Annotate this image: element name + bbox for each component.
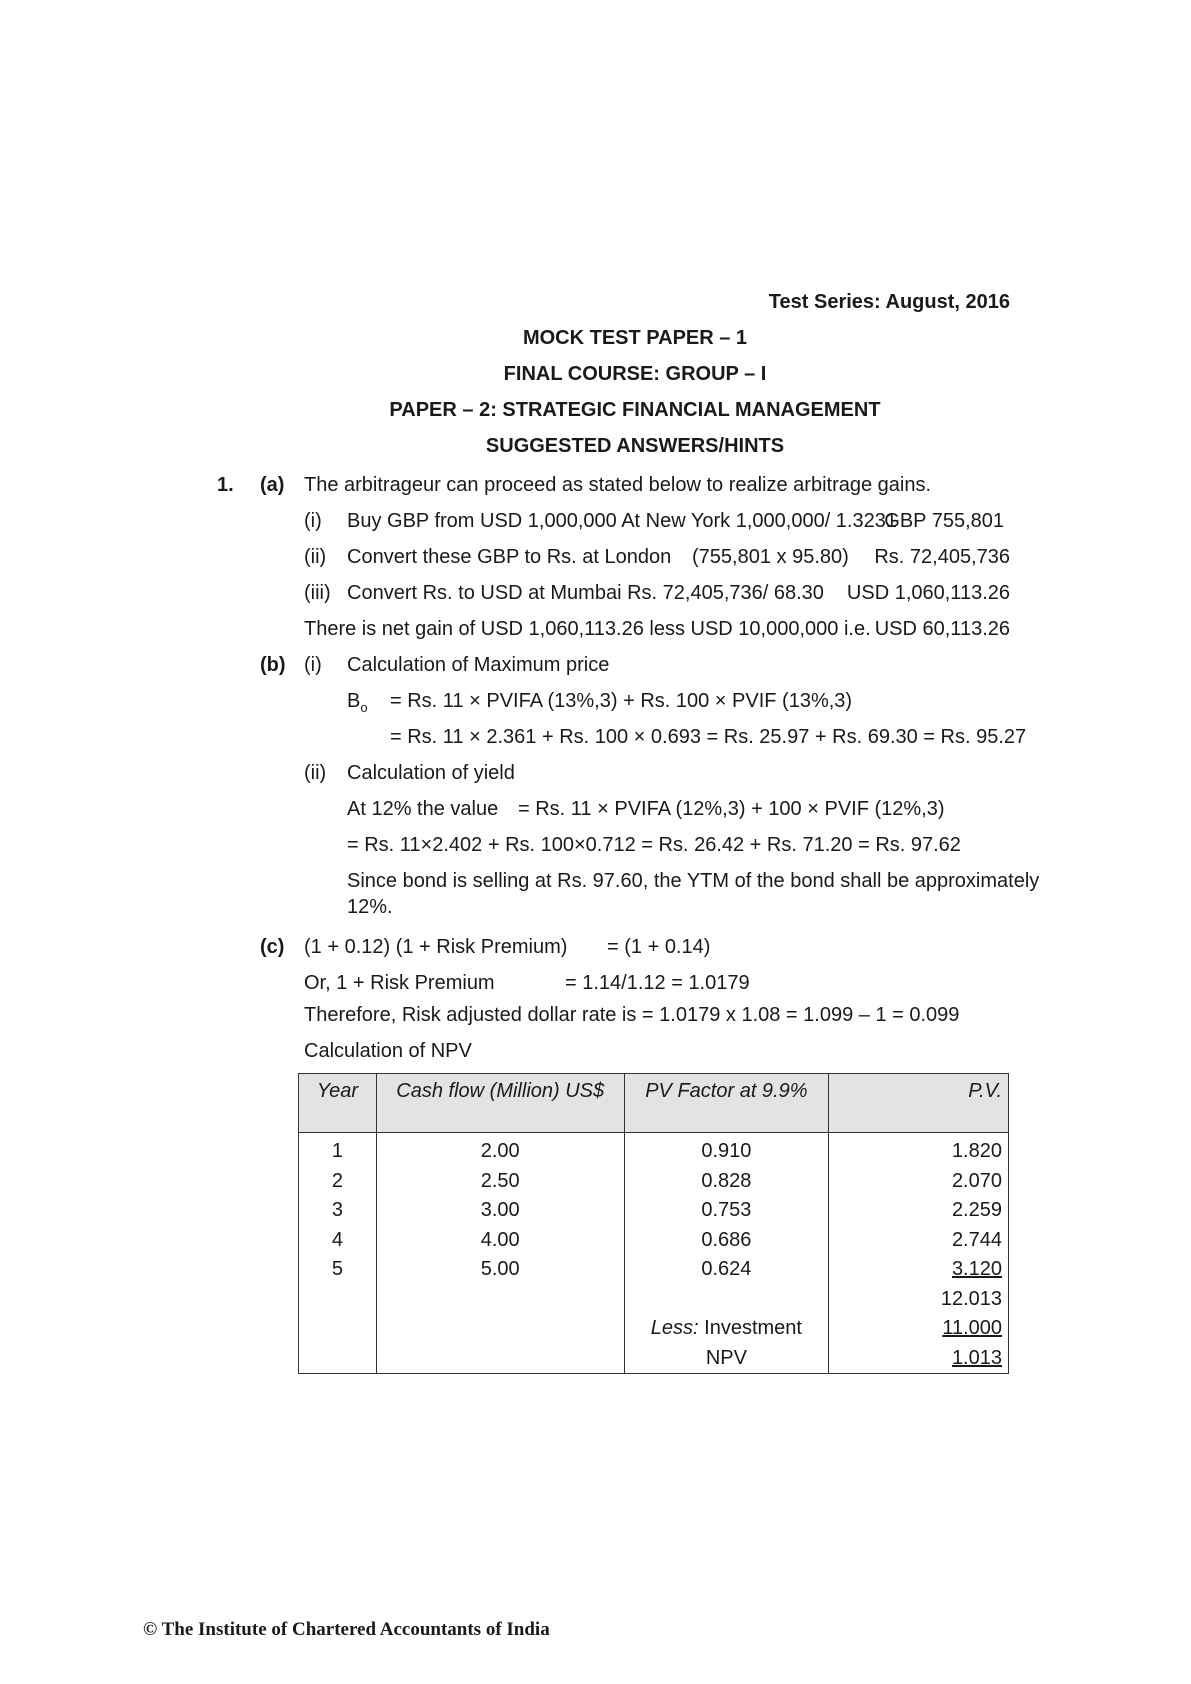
course-title: FINAL COURSE: GROUP – I bbox=[503, 363, 767, 385]
step-i-text: Buy GBP from USD 1,000,000 At New York 1,000,000/ 1.3231 bbox=[347, 510, 897, 532]
cash-flow-cell: 2.00 bbox=[376, 1133, 624, 1167]
risk-equation-right: = (1 + 0.14) bbox=[607, 936, 711, 958]
yield-title: Calculation of yield bbox=[347, 762, 515, 784]
investment-value-cell bbox=[829, 1314, 1009, 1344]
less-investment-label bbox=[624, 1314, 829, 1344]
paper-title: PAPER – 2: STRATEGIC FINANCIAL MANAGEMENT bbox=[389, 399, 881, 421]
table-row bbox=[299, 1255, 1009, 1285]
npv-row bbox=[299, 1344, 1009, 1374]
pv-cell: 2.070 bbox=[829, 1167, 1009, 1197]
ytm-conclusion-line2: 12%. bbox=[347, 896, 393, 918]
year-cell: 4 bbox=[299, 1226, 377, 1256]
empty-cell bbox=[299, 1314, 377, 1344]
net-gain-text: There is net gain of USD 1,060,113.26 less USD 10,000,000 i.e. bbox=[304, 618, 871, 640]
risk-equation-left: (1 + 0.12) (1 + Risk Premium) bbox=[304, 936, 568, 958]
empty-cell bbox=[376, 1344, 624, 1374]
part-a-intro: The arbitrageur can proceed as stated below to realize arbitrage gains. bbox=[304, 474, 932, 496]
risk-adjusted-rate: Therefore, Risk adjusted dollar rate is = 1.0179 x 1.08 = 1.099 – 1 = 0.099 bbox=[304, 1004, 960, 1026]
cash-flow-cell: 5.00 bbox=[376, 1255, 624, 1285]
empty-cell bbox=[376, 1314, 624, 1344]
less-prefix: Less: bbox=[650, 1317, 699, 1339]
npv-label: NPV bbox=[624, 1344, 829, 1374]
part-b-i-number: (i) bbox=[304, 654, 322, 676]
npv-table bbox=[298, 1073, 1009, 1374]
pv-factor-cell: 0.828 bbox=[624, 1167, 829, 1197]
total-row bbox=[299, 1285, 1009, 1315]
step-ii-text: Convert these GBP to Rs. at London bbox=[347, 546, 672, 568]
pv-cell: 1.820 bbox=[829, 1133, 1009, 1167]
pv-factor-cell: 0.686 bbox=[624, 1226, 829, 1256]
pv-underlined: 3.120 bbox=[951, 1258, 1002, 1280]
risk-premium-left: Or, 1 + Risk Premium bbox=[304, 972, 495, 994]
pv-cell: 2.259 bbox=[829, 1196, 1009, 1226]
part-a-label: (a) bbox=[260, 474, 285, 496]
step-i-result: GBP 755,801 bbox=[884, 510, 1004, 532]
empty-cell bbox=[624, 1285, 829, 1315]
mock-test-title: MOCK TEST PAPER – 1 bbox=[522, 327, 748, 349]
year-cell: 2 bbox=[299, 1167, 377, 1197]
npv-title: Calculation of NPV bbox=[304, 1040, 472, 1062]
part-c-label: (c) bbox=[260, 936, 285, 958]
year-cell: 3 bbox=[299, 1196, 377, 1226]
empty-cell bbox=[376, 1285, 624, 1315]
step-ii-calculation: (755,801 x 95.80) bbox=[692, 546, 849, 568]
step-i-number: (i) bbox=[304, 510, 322, 532]
yield-label: At 12% the value bbox=[347, 798, 499, 820]
step-ii-number: (ii) bbox=[304, 546, 327, 568]
empty-cell bbox=[299, 1344, 377, 1374]
part-b-label: (b) bbox=[260, 654, 286, 676]
npv-value: 1.013 bbox=[951, 1346, 1002, 1369]
investment-row bbox=[299, 1314, 1009, 1344]
test-series-label: Test Series: August, 2016 bbox=[768, 291, 1010, 313]
footer-copyright: © The Institute of Chartered Accountants of India bbox=[143, 1619, 550, 1640]
year-cell: 5 bbox=[299, 1255, 377, 1285]
header-pv: P.V. bbox=[829, 1074, 1009, 1133]
cash-flow-cell: 4.00 bbox=[376, 1226, 624, 1256]
part-b-ii-number: (ii) bbox=[304, 762, 327, 784]
table-row bbox=[299, 1133, 1009, 1167]
cash-flow-cell: 2.50 bbox=[376, 1167, 624, 1197]
table-row bbox=[299, 1226, 1009, 1256]
step-ii-result: Rs. 72,405,736 bbox=[874, 546, 1010, 568]
answers-title: SUGGESTED ANSWERS/HINTS bbox=[485, 435, 785, 457]
year-cell: 1 bbox=[299, 1133, 377, 1167]
pv-cell: 2.744 bbox=[829, 1226, 1009, 1256]
header-year: Year bbox=[299, 1074, 377, 1133]
ytm-conclusion-line1: Since bond is selling at Rs. 97.60, the YTM of the bond shall be approximately bbox=[347, 870, 1040, 892]
pv-total: 12.013 bbox=[829, 1285, 1009, 1315]
table-row bbox=[299, 1196, 1009, 1226]
step-iii-result: USD 1,060,113.26 bbox=[846, 582, 1010, 604]
cash-flow-cell: 3.00 bbox=[376, 1196, 624, 1226]
question-number: 1. bbox=[217, 474, 234, 496]
table-row bbox=[299, 1167, 1009, 1197]
net-gain-result: USD 60,113.26 bbox=[874, 618, 1010, 640]
yield-calculation: = Rs. 11×2.402 + Rs. 100×0.712 = Rs. 26.42 + Rs. 71.20 = Rs. 97.62 bbox=[347, 834, 961, 856]
yield-formula: = Rs. 11 × PVIFA (12%,3) + 100 × PVIF (12%,3) bbox=[518, 798, 945, 820]
max-price-calculation: = Rs. 11 × 2.361 + Rs. 100 × 0.693 = Rs. 25.97 + Rs. 69.30 = Rs. 95.27 bbox=[390, 726, 1027, 748]
investment-label: Investment bbox=[698, 1317, 802, 1339]
table-header-row bbox=[299, 1074, 1009, 1133]
max-price-formula: = Rs. 11 × PVIFA (13%,3) + Rs. 100 × PVIF (13%,3) bbox=[390, 690, 853, 712]
pv-cell bbox=[829, 1255, 1009, 1285]
investment-value: 11.000 bbox=[942, 1317, 1002, 1339]
header-cash-flow: Cash flow (Million) US$ bbox=[376, 1074, 624, 1133]
step-iii-text: Convert Rs. to USD at Mumbai Rs. 72,405,736/ 68.30 bbox=[347, 582, 824, 604]
risk-premium-right: = 1.14/1.12 = 1.0179 bbox=[565, 972, 750, 994]
pv-factor-cell: 0.753 bbox=[624, 1196, 829, 1226]
bond-value-symbol: $B_o$ bbox=[347, 690, 368, 715]
npv-value-cell bbox=[829, 1344, 1009, 1374]
empty-cell bbox=[299, 1285, 377, 1315]
max-price-title: Calculation of Maximum price bbox=[347, 654, 610, 676]
pv-factor-cell: 0.910 bbox=[624, 1133, 829, 1167]
step-iii-number: (iii) bbox=[304, 582, 331, 604]
pv-factor-cell: 0.624 bbox=[624, 1255, 829, 1285]
header-pv-factor: PV Factor at 9.9% bbox=[624, 1074, 829, 1133]
